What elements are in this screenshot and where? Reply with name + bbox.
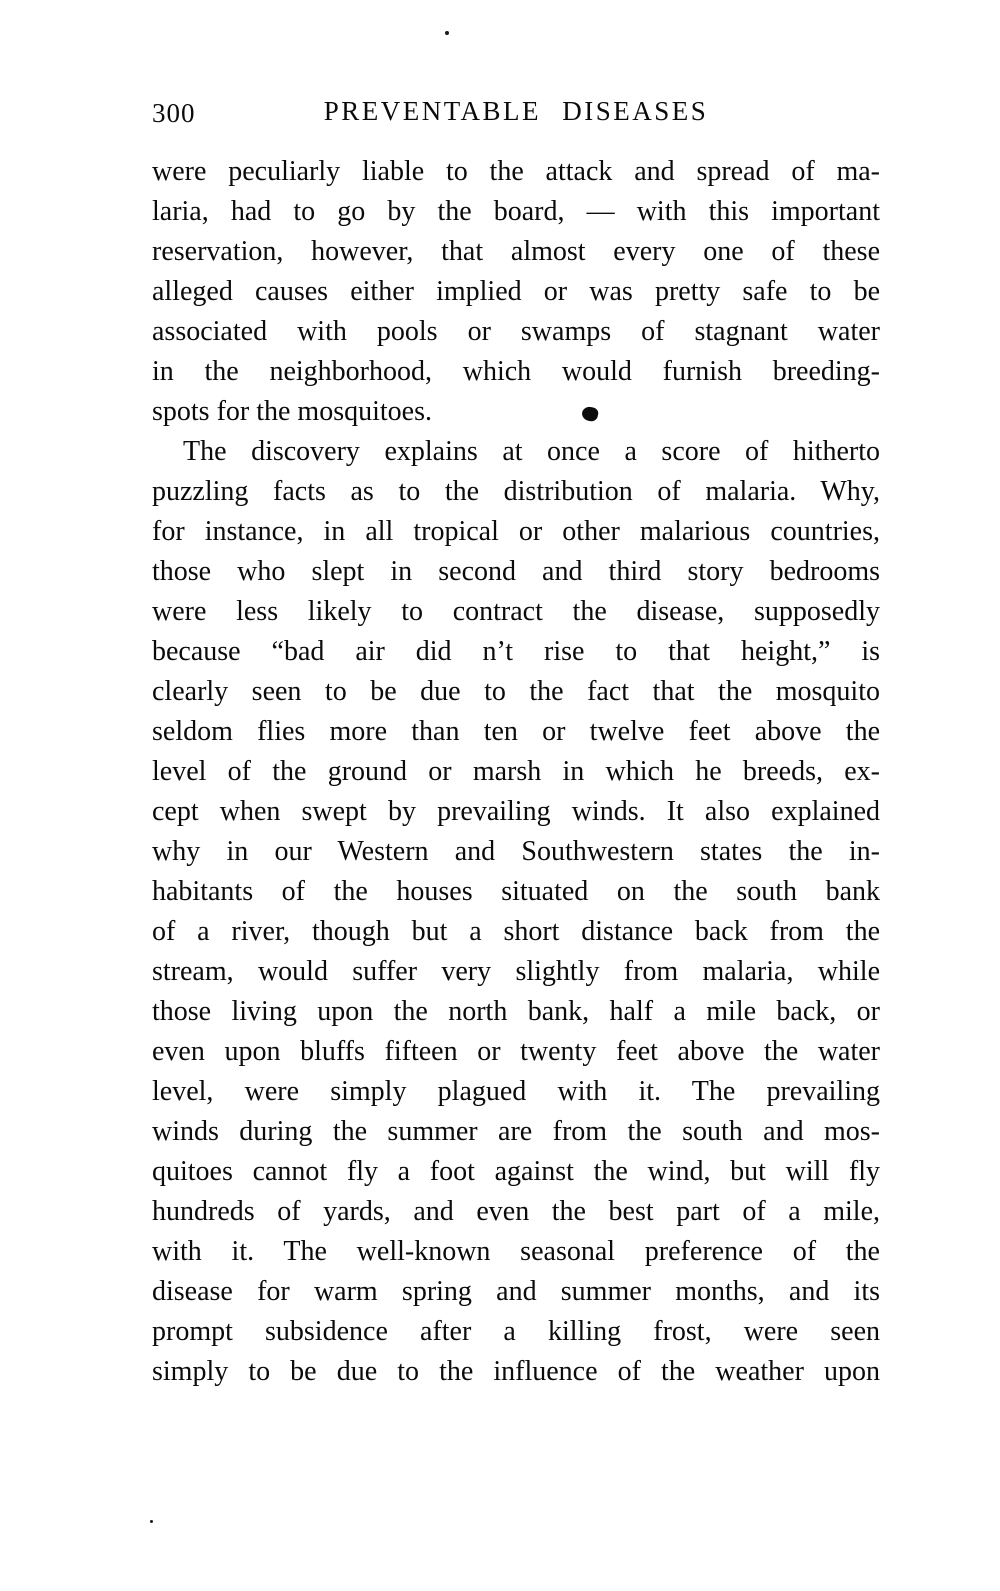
- text-line: level, were simply plagued with it. The prevailing: [152, 1076, 880, 1107]
- text-line: those who slept in second and third story bedrooms: [152, 556, 880, 587]
- text-line: prompt subsidence after a killing frost, were seen: [152, 1316, 880, 1347]
- text-line: were peculiarly liable to the attack and spread of ma-: [152, 156, 880, 187]
- text-line: laria, had to go by the board, — with this important: [152, 196, 880, 227]
- text-line: The discovery explains at once a score of hitherto: [183, 436, 880, 467]
- running-head-title: PREVENTABLE DISEASES: [323, 96, 709, 126]
- page-body: [152, 152, 880, 1392]
- text-line: those living upon the north bank, half a mile back, or: [152, 996, 880, 1027]
- text-line: were less likely to contract the disease, supposedly: [152, 596, 880, 627]
- text-line: in the neighborhood, which would furnish breeding-: [152, 356, 880, 387]
- text-line: with it. The well-known seasonal preference of the: [152, 1236, 880, 1267]
- text-line: spots for the mosquitoes.: [152, 392, 880, 432]
- text-line: because “bad air did n’t rise to that height,” is: [152, 636, 880, 667]
- ink-speck-bottom: [150, 1520, 153, 1523]
- text-line: cept when swept by prevailing winds. It also explained: [152, 796, 880, 827]
- text-line: puzzling facts as to the distribution of malaria. Why,: [152, 476, 880, 507]
- text-line: alleged causes either implied or was pretty safe to be: [152, 276, 880, 307]
- text-line: hundreds of yards, and even the best part of a mile,: [152, 1196, 880, 1227]
- text-line: clearly seen to be due to the fact that the mosquito: [152, 676, 880, 707]
- text-line: for instance, in all tropical or other malarious countries,: [152, 516, 880, 547]
- text-line: of a river, though but a short distance back from the: [152, 916, 880, 947]
- text-line: simply to be due to the influence of the weather upon: [152, 1356, 880, 1387]
- text-line: associated with pools or swamps of stagnant water: [152, 316, 880, 347]
- text-line: level of the ground or marsh in which he breeds, ex-: [152, 756, 880, 787]
- text-line: stream, would suffer very slightly from malaria, while: [152, 956, 880, 987]
- ink-speck-top: [445, 31, 449, 35]
- text-line: reservation, however, that almost every one of these: [152, 236, 880, 267]
- page-header: [152, 96, 880, 130]
- text-line: why in our Western and Southwestern states the in-: [152, 836, 880, 867]
- text-line: habitants of the houses situated on the south bank: [152, 876, 880, 907]
- ink-blot: [581, 405, 600, 422]
- text-line: winds during the summer are from the south and mos-: [152, 1116, 880, 1147]
- text-line: disease for warm spring and summer months, and its: [152, 1276, 880, 1307]
- text-line: seldom flies more than ten or twelve feet above the: [152, 716, 880, 747]
- text-line: even upon bluffs fifteen or twenty feet above the water: [152, 1036, 880, 1067]
- page-number: 300: [152, 98, 196, 128]
- text-line: quitoes cannot fly a foot against the wind, but will fly: [152, 1156, 880, 1187]
